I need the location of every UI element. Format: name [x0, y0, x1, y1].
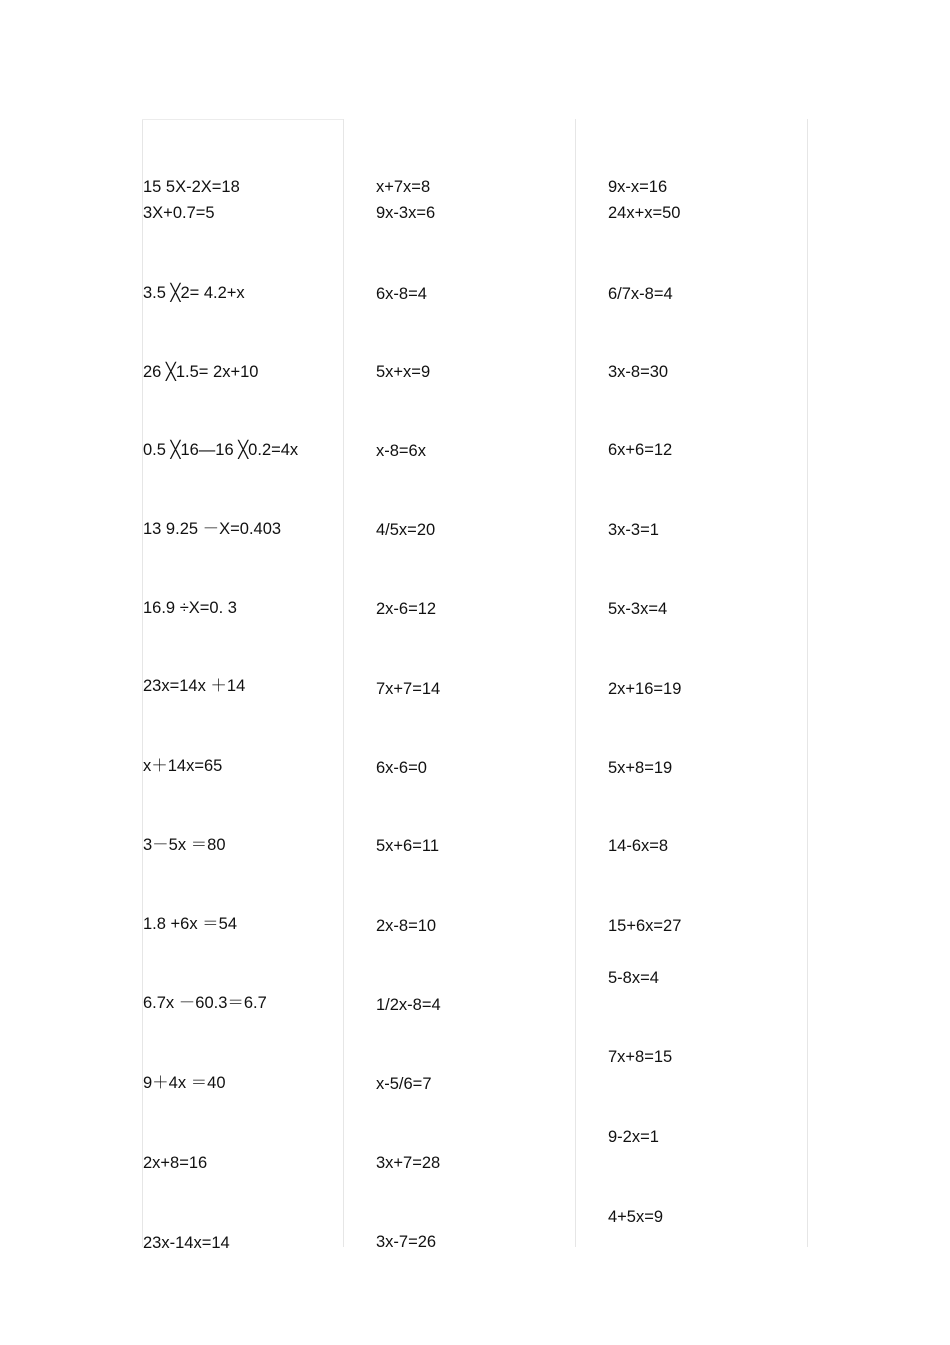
equation: 4+5x=9 — [608, 1208, 664, 1226]
equation: x-5/6=7 — [376, 1075, 432, 1093]
equation: 26 ╳1.5= 2x+10 — [143, 363, 259, 381]
equation: 9x-x=16 — [608, 178, 668, 196]
equation: 2x-8=10 — [376, 917, 437, 935]
equation: 15+6x=27 — [608, 917, 682, 935]
equation: 13 9.25 －X=0.403 — [143, 520, 282, 538]
equation: 24x+x=50 — [608, 204, 681, 222]
equation: 5x+6=11 — [376, 837, 440, 855]
equation: 1.8 +6x ＝54 — [143, 915, 238, 933]
equation: 9-2x=1 — [608, 1128, 659, 1146]
equation: 6x-8=4 — [376, 285, 427, 303]
equation: x+7x=8 — [376, 178, 431, 196]
equation: 9＋4x ＝40 — [143, 1074, 226, 1092]
equation: 3－5x ＝80 — [143, 836, 226, 854]
equation: 14-6x=8 — [608, 837, 669, 855]
equation: 6.7x －60.3＝6.7 — [143, 994, 267, 1012]
equation: 15 5X-2X=18 — [143, 178, 240, 196]
equation: 5x+8=19 — [608, 759, 673, 777]
equation: 7x+7=14 — [376, 680, 441, 698]
equation: 3X+0.7=5 — [143, 204, 215, 222]
equation: 5-8x=4 — [608, 969, 659, 987]
table-rule-top — [142, 119, 343, 120]
equation: 2x+16=19 — [608, 680, 682, 698]
equation: 3x-8=30 — [608, 363, 669, 381]
equation: 5x-3x=4 — [608, 600, 668, 618]
equation: 6/7x-8=4 — [608, 285, 673, 303]
equation: 5x+x=9 — [376, 363, 431, 381]
equation: 2x-6=12 — [376, 600, 437, 618]
equation: 3x+7=28 — [376, 1154, 441, 1172]
table-rule-col2 — [575, 119, 576, 1247]
equation: 7x+8=15 — [608, 1048, 673, 1066]
equation: x＋14x=65 — [143, 757, 223, 775]
table-rule-col1 — [343, 119, 344, 1247]
equation: 6x-6=0 — [376, 759, 427, 777]
equation: 3x-7=26 — [376, 1233, 437, 1251]
equation: 6x+6=12 — [608, 441, 673, 459]
equation: 3x-3=1 — [608, 521, 659, 539]
equation: 3.5 ╳2= 4.2+x — [143, 284, 245, 302]
equation: 4/5x=20 — [376, 521, 436, 539]
equation: 23x-14x=14 — [143, 1234, 230, 1252]
table-rule-right — [807, 119, 808, 1247]
equation: 2x+8=16 — [143, 1154, 208, 1172]
equation: 23x=14x ＋14 — [143, 677, 246, 695]
equation: 0.5 ╳16—16 ╳0.2=4x — [143, 441, 299, 459]
equation: 16.9 ÷X=0. 3 — [143, 599, 237, 617]
equation: 1/2x-8=4 — [376, 996, 441, 1014]
equation: 9x-3x=6 — [376, 204, 436, 222]
equation: x-8=6x — [376, 442, 426, 460]
